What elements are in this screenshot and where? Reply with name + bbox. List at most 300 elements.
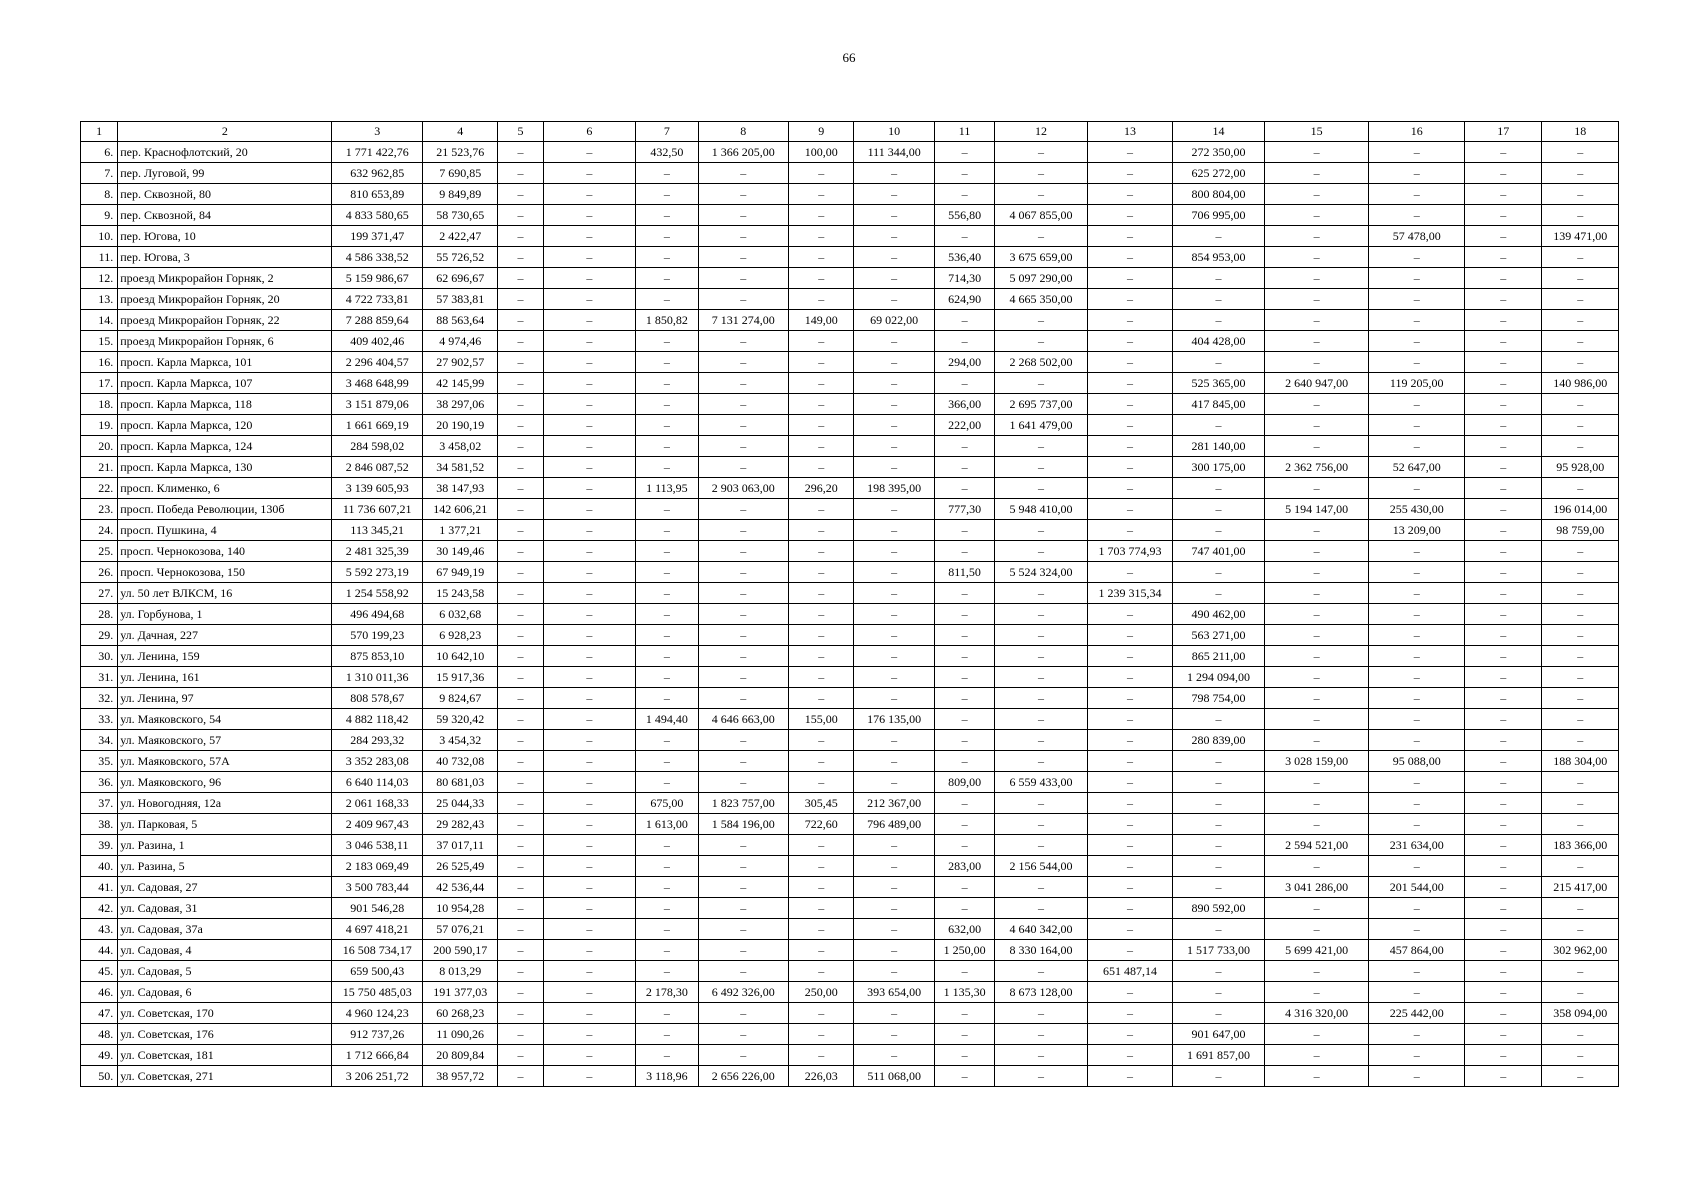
column-header-7: 7 bbox=[636, 122, 698, 142]
table-cell: 490 462,00 bbox=[1173, 604, 1265, 625]
address-cell: ул. Горбунова, 1 bbox=[118, 604, 332, 625]
table-cell: – bbox=[934, 163, 994, 184]
table-cell: – bbox=[1087, 142, 1173, 163]
table-cell: – bbox=[1087, 709, 1173, 730]
row-number-cell: 44. bbox=[81, 940, 118, 961]
table-cell: – bbox=[934, 898, 994, 919]
table-cell: – bbox=[498, 877, 543, 898]
table-cell: – bbox=[1087, 1045, 1173, 1066]
table-cell: 305,45 bbox=[789, 793, 854, 814]
table-cell: – bbox=[789, 919, 854, 940]
table-row bbox=[81, 688, 1619, 709]
table-cell: – bbox=[1464, 856, 1541, 877]
table-cell: – bbox=[636, 457, 698, 478]
table-cell: – bbox=[498, 814, 543, 835]
table-cell: 1 613,00 bbox=[636, 814, 698, 835]
table-cell: – bbox=[854, 583, 934, 604]
table-cell: – bbox=[854, 520, 934, 541]
table-cell: 800 804,00 bbox=[1173, 184, 1265, 205]
table-cell: – bbox=[1369, 709, 1465, 730]
table-cell: 798 754,00 bbox=[1173, 688, 1265, 709]
table-cell: – bbox=[698, 751, 789, 772]
address-cell: пер. Югова, 3 bbox=[118, 247, 332, 268]
table-cell: – bbox=[1087, 919, 1173, 940]
table-cell: 2 268 502,00 bbox=[995, 352, 1088, 373]
table-row bbox=[81, 310, 1619, 331]
table-cell: – bbox=[854, 898, 934, 919]
table-cell: – bbox=[1464, 1066, 1541, 1087]
table-cell: – bbox=[854, 499, 934, 520]
row-number-cell: 47. bbox=[81, 1003, 118, 1024]
table-cell: – bbox=[498, 1045, 543, 1066]
address-cell: просп. Карла Маркса, 130 bbox=[118, 457, 332, 478]
table-cell: – bbox=[1264, 436, 1369, 457]
table-cell: – bbox=[543, 583, 636, 604]
table-cell: – bbox=[789, 499, 854, 520]
address-cell: проезд Микрорайон Горняк, 2 bbox=[118, 268, 332, 289]
address-cell: ул. Маяковского, 54 bbox=[118, 709, 332, 730]
column-header-18: 18 bbox=[1542, 122, 1619, 142]
table-cell: – bbox=[934, 226, 994, 247]
table-cell: 1 641 479,00 bbox=[995, 415, 1088, 436]
table-cell: 15 917,36 bbox=[422, 667, 497, 688]
table-cell: – bbox=[498, 520, 543, 541]
table-cell: 284 598,02 bbox=[332, 436, 423, 457]
table-cell: – bbox=[934, 751, 994, 772]
table-cell: – bbox=[934, 961, 994, 982]
table-cell: – bbox=[698, 373, 789, 394]
table-cell: 155,00 bbox=[789, 709, 854, 730]
table-cell: – bbox=[636, 940, 698, 961]
table-cell: – bbox=[854, 730, 934, 751]
table-cell: – bbox=[995, 436, 1088, 457]
table-cell: – bbox=[636, 772, 698, 793]
row-number-cell: 6. bbox=[81, 142, 118, 163]
address-cell: ул. Маяковского, 96 bbox=[118, 772, 332, 793]
table-cell: – bbox=[789, 667, 854, 688]
table-cell: – bbox=[1542, 184, 1619, 205]
table-cell: 6 640 114,03 bbox=[332, 772, 423, 793]
table-cell: – bbox=[934, 1024, 994, 1045]
table-cell: 69 022,00 bbox=[854, 310, 934, 331]
table-row bbox=[81, 499, 1619, 520]
table-cell: – bbox=[1087, 751, 1173, 772]
table-cell: – bbox=[1464, 541, 1541, 562]
table-cell: 875 853,10 bbox=[332, 646, 423, 667]
table-cell: – bbox=[789, 688, 854, 709]
table-cell: – bbox=[543, 940, 636, 961]
address-cell: пер. Луговой, 99 bbox=[118, 163, 332, 184]
table-cell: – bbox=[1542, 709, 1619, 730]
table-cell: – bbox=[1464, 562, 1541, 583]
table-cell: – bbox=[1542, 310, 1619, 331]
table-cell: – bbox=[1173, 793, 1265, 814]
table-cell: – bbox=[698, 163, 789, 184]
table-cell: – bbox=[1264, 667, 1369, 688]
table-cell: – bbox=[498, 394, 543, 415]
row-number-cell: 11. bbox=[81, 247, 118, 268]
table-cell: 200 590,17 bbox=[422, 940, 497, 961]
table-cell: 747 401,00 bbox=[1173, 541, 1265, 562]
table-cell: 777,30 bbox=[934, 499, 994, 520]
table-cell: – bbox=[995, 709, 1088, 730]
table-cell: – bbox=[636, 898, 698, 919]
row-number-cell: 21. bbox=[81, 457, 118, 478]
table-cell: – bbox=[995, 142, 1088, 163]
table-cell: – bbox=[1369, 625, 1465, 646]
table-cell: – bbox=[1087, 331, 1173, 352]
table-cell: – bbox=[1264, 709, 1369, 730]
table-cell: – bbox=[995, 688, 1088, 709]
table-cell: – bbox=[995, 751, 1088, 772]
row-number-cell: 7. bbox=[81, 163, 118, 184]
table-row bbox=[81, 541, 1619, 562]
table-cell: 4 882 118,42 bbox=[332, 709, 423, 730]
table-cell: – bbox=[854, 415, 934, 436]
table-cell: – bbox=[1369, 247, 1465, 268]
row-number-cell: 20. bbox=[81, 436, 118, 457]
table-cell: – bbox=[1264, 247, 1369, 268]
table-cell: 3 046 538,11 bbox=[332, 835, 423, 856]
table-cell: – bbox=[1464, 982, 1541, 1003]
table-cell: – bbox=[934, 835, 994, 856]
table-cell: – bbox=[1087, 604, 1173, 625]
table-row bbox=[81, 772, 1619, 793]
table-cell: 3 458,02 bbox=[422, 436, 497, 457]
table-cell: – bbox=[636, 352, 698, 373]
table-cell: – bbox=[498, 268, 543, 289]
table-cell: – bbox=[1173, 289, 1265, 310]
table-cell: – bbox=[498, 1066, 543, 1087]
table-cell: – bbox=[1087, 1003, 1173, 1024]
table-cell: 196 014,00 bbox=[1542, 499, 1619, 520]
table-cell: – bbox=[543, 604, 636, 625]
table-cell: – bbox=[698, 772, 789, 793]
table-cell: – bbox=[1087, 457, 1173, 478]
table-cell: 1 712 666,84 bbox=[332, 1045, 423, 1066]
table-cell: 366,00 bbox=[934, 394, 994, 415]
table-cell: – bbox=[854, 688, 934, 709]
table-cell: – bbox=[789, 646, 854, 667]
address-cell: просп. Карла Маркса, 107 bbox=[118, 373, 332, 394]
table-cell: – bbox=[789, 289, 854, 310]
table-cell: – bbox=[1173, 814, 1265, 835]
table-cell: – bbox=[543, 310, 636, 331]
table-cell: – bbox=[543, 898, 636, 919]
table-cell: – bbox=[934, 310, 994, 331]
table-cell: – bbox=[1087, 814, 1173, 835]
table-cell: – bbox=[543, 835, 636, 856]
table-row bbox=[81, 394, 1619, 415]
table-cell: – bbox=[543, 205, 636, 226]
table-body bbox=[81, 142, 1619, 1087]
table-cell: – bbox=[498, 352, 543, 373]
table-cell: – bbox=[995, 730, 1088, 751]
table-cell: – bbox=[1464, 289, 1541, 310]
table-cell: – bbox=[636, 604, 698, 625]
table-cell: 4 646 663,00 bbox=[698, 709, 789, 730]
page-number: 66 bbox=[842, 50, 856, 65]
table-row bbox=[81, 226, 1619, 247]
table-cell: – bbox=[995, 520, 1088, 541]
address-cell: просп. Карла Маркса, 120 bbox=[118, 415, 332, 436]
address-cell: просп. Карла Маркса, 101 bbox=[118, 352, 332, 373]
table-cell: – bbox=[1542, 163, 1619, 184]
table-cell: – bbox=[934, 1066, 994, 1087]
table-cell: – bbox=[543, 877, 636, 898]
table-cell: – bbox=[854, 604, 934, 625]
table-cell: 142 606,21 bbox=[422, 499, 497, 520]
table-cell: – bbox=[543, 520, 636, 541]
table-cell: – bbox=[1087, 436, 1173, 457]
table-cell: 20 190,19 bbox=[422, 415, 497, 436]
table-row bbox=[81, 289, 1619, 310]
table-cell: – bbox=[1464, 457, 1541, 478]
address-cell: ул. Советская, 271 bbox=[118, 1066, 332, 1087]
table-cell: 88 563,64 bbox=[422, 310, 497, 331]
table-cell: 570 199,23 bbox=[332, 625, 423, 646]
table-cell: 294,00 bbox=[934, 352, 994, 373]
table-cell: – bbox=[1173, 835, 1265, 856]
table-cell: – bbox=[789, 1024, 854, 1045]
table-cell: – bbox=[1087, 226, 1173, 247]
table-cell: – bbox=[498, 583, 543, 604]
table-cell: 4 640 342,00 bbox=[995, 919, 1088, 940]
table-cell: – bbox=[636, 373, 698, 394]
table-cell: – bbox=[543, 562, 636, 583]
address-cell: ул. Ленина, 161 bbox=[118, 667, 332, 688]
table-cell: – bbox=[1087, 310, 1173, 331]
table-cell: – bbox=[1464, 604, 1541, 625]
table-cell: – bbox=[1264, 1066, 1369, 1087]
table-cell: – bbox=[934, 730, 994, 751]
table-cell: – bbox=[789, 184, 854, 205]
table-cell: 13 209,00 bbox=[1369, 520, 1465, 541]
table-row bbox=[81, 856, 1619, 877]
table-cell: – bbox=[1369, 961, 1465, 982]
table-cell: 283,00 bbox=[934, 856, 994, 877]
table-cell: 100,00 bbox=[789, 142, 854, 163]
table-row bbox=[81, 730, 1619, 751]
table-cell: – bbox=[1542, 730, 1619, 751]
table-cell: 4 974,46 bbox=[422, 331, 497, 352]
table-cell: – bbox=[1087, 898, 1173, 919]
table-cell: – bbox=[1542, 415, 1619, 436]
table-cell: – bbox=[1464, 352, 1541, 373]
table-cell: – bbox=[1264, 289, 1369, 310]
table-cell: – bbox=[1464, 877, 1541, 898]
row-number-cell: 24. bbox=[81, 520, 118, 541]
table-cell: – bbox=[1464, 184, 1541, 205]
table-cell: – bbox=[1087, 772, 1173, 793]
row-number-cell: 14. bbox=[81, 310, 118, 331]
table-cell: – bbox=[1369, 142, 1465, 163]
table-cell: – bbox=[1369, 583, 1465, 604]
table-cell: – bbox=[1464, 226, 1541, 247]
table-cell: 3 500 783,44 bbox=[332, 877, 423, 898]
table-cell: – bbox=[854, 772, 934, 793]
table-cell: – bbox=[789, 1045, 854, 1066]
table-cell: – bbox=[854, 667, 934, 688]
table-cell: – bbox=[543, 394, 636, 415]
table-cell: – bbox=[1087, 478, 1173, 499]
table-cell: – bbox=[854, 541, 934, 562]
table-cell: – bbox=[854, 226, 934, 247]
table-cell: – bbox=[1173, 562, 1265, 583]
table-cell: – bbox=[498, 499, 543, 520]
table-row bbox=[81, 478, 1619, 499]
table-cell: – bbox=[1464, 961, 1541, 982]
table-cell: – bbox=[543, 1045, 636, 1066]
table-cell: – bbox=[698, 184, 789, 205]
table-cell: – bbox=[1464, 730, 1541, 751]
table-cell: – bbox=[498, 310, 543, 331]
table-cell: 1 823 757,00 bbox=[698, 793, 789, 814]
table-row bbox=[81, 877, 1619, 898]
row-number-cell: 37. bbox=[81, 793, 118, 814]
table-cell: 80 681,03 bbox=[422, 772, 497, 793]
table-cell: – bbox=[1087, 835, 1173, 856]
table-cell: 95 088,00 bbox=[1369, 751, 1465, 772]
address-cell: просп. Карла Маркса, 118 bbox=[118, 394, 332, 415]
table-cell: – bbox=[1087, 667, 1173, 688]
table-cell: – bbox=[1264, 163, 1369, 184]
table-cell: – bbox=[698, 604, 789, 625]
table-cell: – bbox=[854, 331, 934, 352]
table-cell: – bbox=[934, 478, 994, 499]
address-cell: ул. Садовая, 6 bbox=[118, 982, 332, 1003]
table-cell: – bbox=[1264, 478, 1369, 499]
table-cell: – bbox=[995, 604, 1088, 625]
table-cell: – bbox=[636, 730, 698, 751]
table-cell: 6 492 326,00 bbox=[698, 982, 789, 1003]
table-cell: – bbox=[1087, 625, 1173, 646]
row-number-cell: 40. bbox=[81, 856, 118, 877]
table-cell: 1 850,82 bbox=[636, 310, 698, 331]
table-cell: – bbox=[789, 604, 854, 625]
table-cell: – bbox=[1173, 919, 1265, 940]
table-cell: – bbox=[498, 856, 543, 877]
table-cell: – bbox=[1542, 856, 1619, 877]
table-cell: – bbox=[995, 625, 1088, 646]
table-cell: – bbox=[1369, 436, 1465, 457]
table-cell: – bbox=[1542, 289, 1619, 310]
column-header-5: 5 bbox=[498, 122, 543, 142]
row-number-cell: 23. bbox=[81, 499, 118, 520]
table-row bbox=[81, 562, 1619, 583]
table-row bbox=[81, 331, 1619, 352]
table-cell: – bbox=[1464, 268, 1541, 289]
table-cell: – bbox=[1464, 478, 1541, 499]
table-cell: 284 293,32 bbox=[332, 730, 423, 751]
table-cell: – bbox=[698, 646, 789, 667]
table-cell: – bbox=[934, 688, 994, 709]
row-number-cell: 50. bbox=[81, 1066, 118, 1087]
table-cell: – bbox=[1369, 688, 1465, 709]
table-cell: 2 183 069,49 bbox=[332, 856, 423, 877]
table-cell: 98 759,00 bbox=[1542, 520, 1619, 541]
table-cell: – bbox=[1087, 1066, 1173, 1087]
table-cell: – bbox=[1542, 793, 1619, 814]
row-number-cell: 33. bbox=[81, 709, 118, 730]
table-cell: – bbox=[636, 184, 698, 205]
row-number-cell: 43. bbox=[81, 919, 118, 940]
table-cell: 4 833 580,65 bbox=[332, 205, 423, 226]
table-cell: – bbox=[1464, 1045, 1541, 1066]
address-cell: ул. Маяковского, 57 bbox=[118, 730, 332, 751]
table-cell: – bbox=[1464, 940, 1541, 961]
table-cell: – bbox=[1369, 730, 1465, 751]
table-cell: – bbox=[698, 1024, 789, 1045]
table-cell: – bbox=[1087, 877, 1173, 898]
table-cell: – bbox=[854, 373, 934, 394]
table-cell: – bbox=[934, 877, 994, 898]
table-cell: – bbox=[1264, 1024, 1369, 1045]
address-cell: ул. Разина, 1 bbox=[118, 835, 332, 856]
row-number-cell: 19. bbox=[81, 415, 118, 436]
table-cell: – bbox=[543, 625, 636, 646]
table-cell: – bbox=[934, 184, 994, 205]
table-cell: – bbox=[1264, 1045, 1369, 1066]
table-cell: – bbox=[543, 415, 636, 436]
table-row bbox=[81, 184, 1619, 205]
address-cell: просп. Чернокозова, 150 bbox=[118, 562, 332, 583]
table-cell: 536,40 bbox=[934, 247, 994, 268]
table-cell: – bbox=[1264, 919, 1369, 940]
table-cell: – bbox=[1173, 520, 1265, 541]
table-cell: 3 139 605,93 bbox=[332, 478, 423, 499]
table-cell: – bbox=[498, 247, 543, 268]
table-cell: – bbox=[543, 352, 636, 373]
table-cell: 3 352 283,08 bbox=[332, 751, 423, 772]
table-cell: – bbox=[1264, 310, 1369, 331]
column-header-11: 11 bbox=[934, 122, 994, 142]
table-cell: 811,50 bbox=[934, 562, 994, 583]
table-cell: – bbox=[636, 247, 698, 268]
table-cell: 62 696,67 bbox=[422, 268, 497, 289]
table-cell: – bbox=[995, 541, 1088, 562]
address-cell: ул. Садовая, 37а bbox=[118, 919, 332, 940]
table-cell: – bbox=[1087, 268, 1173, 289]
table-cell: – bbox=[636, 331, 698, 352]
table-cell: 2 178,30 bbox=[636, 982, 698, 1003]
table-cell: 6 032,68 bbox=[422, 604, 497, 625]
table-cell: 199 371,47 bbox=[332, 226, 423, 247]
table-cell: – bbox=[1369, 772, 1465, 793]
table-cell: 2 640 947,00 bbox=[1264, 373, 1369, 394]
table-cell: – bbox=[1264, 394, 1369, 415]
table-row bbox=[81, 604, 1619, 625]
table-cell: – bbox=[498, 373, 543, 394]
table-cell: 16 508 734,17 bbox=[332, 940, 423, 961]
row-number-cell: 39. bbox=[81, 835, 118, 856]
table-cell: 3 041 286,00 bbox=[1264, 877, 1369, 898]
address-cell: ул. Садовая, 31 bbox=[118, 898, 332, 919]
table-cell: – bbox=[636, 667, 698, 688]
table-cell: 9 849,89 bbox=[422, 184, 497, 205]
table-cell: – bbox=[698, 877, 789, 898]
table-cell: – bbox=[698, 436, 789, 457]
row-number-cell: 17. bbox=[81, 373, 118, 394]
table-cell: – bbox=[1369, 331, 1465, 352]
table-cell: – bbox=[1542, 604, 1619, 625]
table-cell: 2 594 521,00 bbox=[1264, 835, 1369, 856]
table-cell: 912 737,26 bbox=[332, 1024, 423, 1045]
address-cell: просп. Победа Революции, 130б bbox=[118, 499, 332, 520]
table-cell: – bbox=[1173, 415, 1265, 436]
row-number-cell: 30. bbox=[81, 646, 118, 667]
address-cell: ул. 50 лет ВЛКСМ, 16 bbox=[118, 583, 332, 604]
